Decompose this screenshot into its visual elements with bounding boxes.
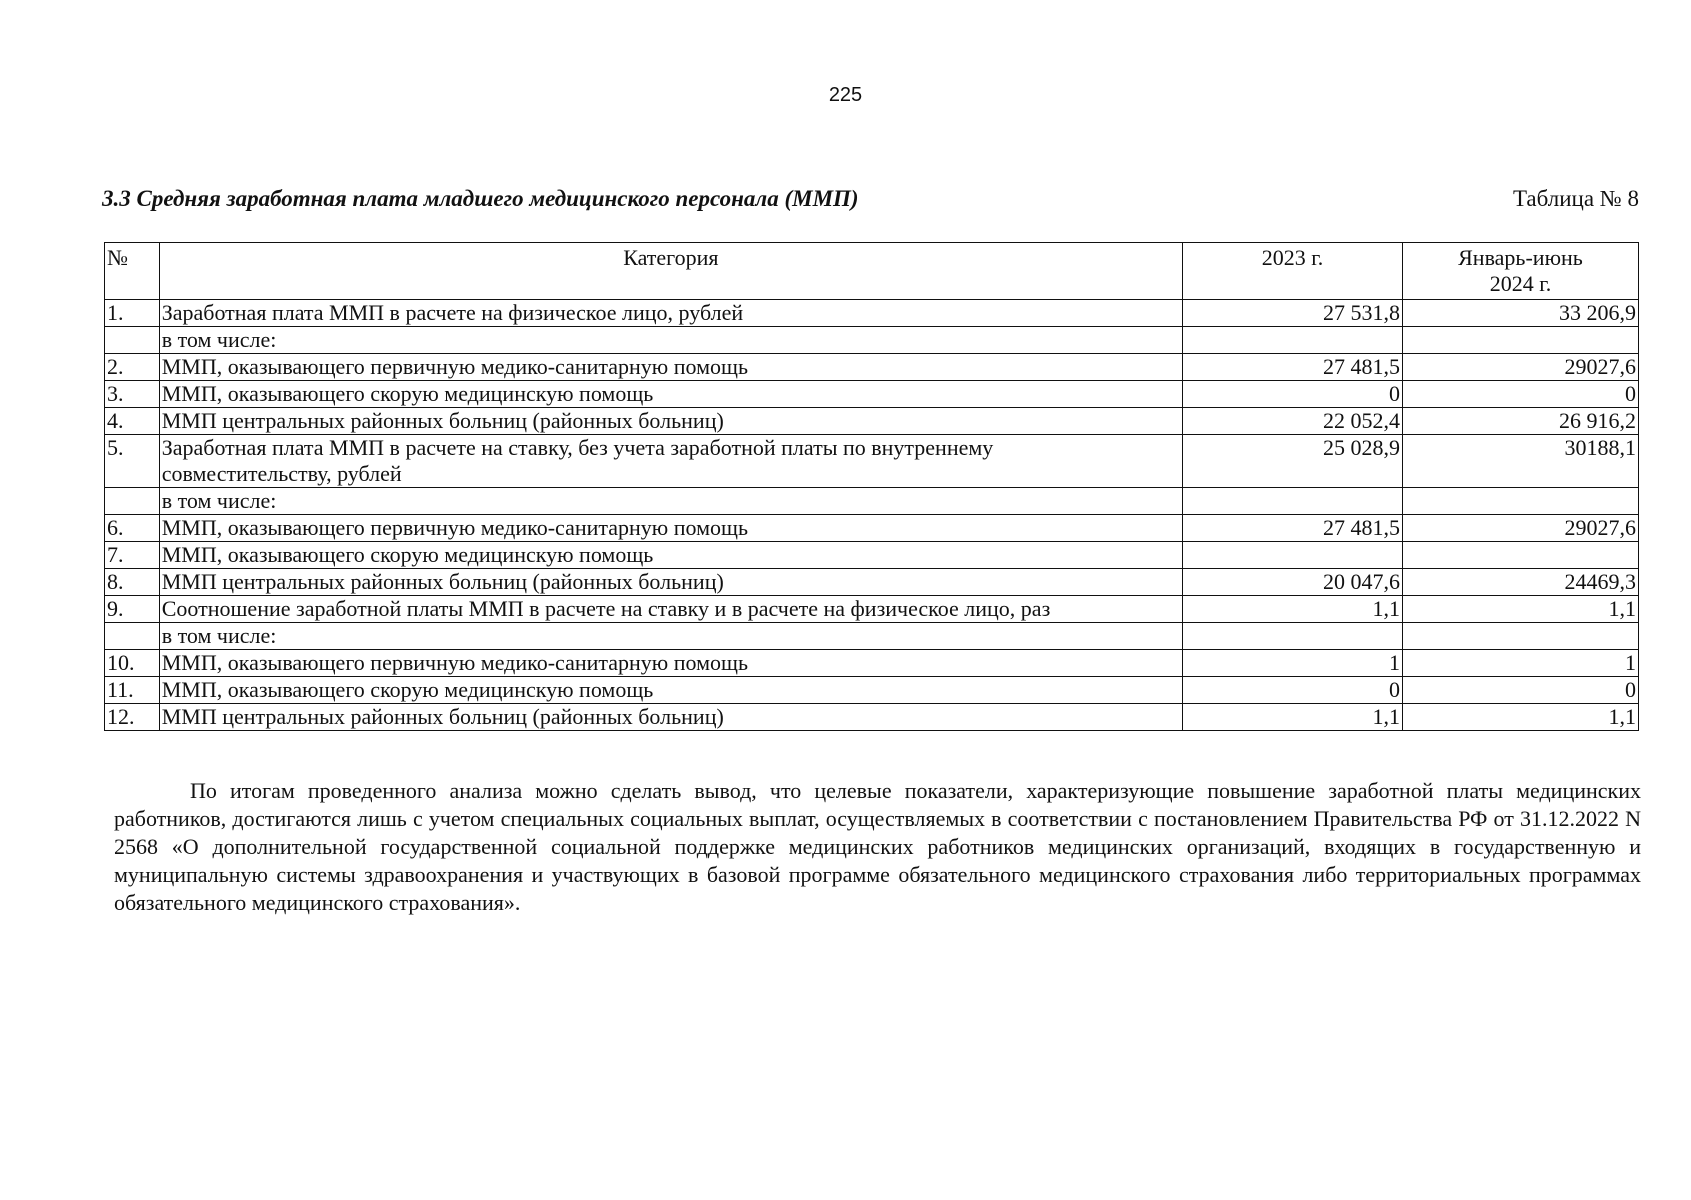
header-2024-line2: 2024 г. [1489,271,1552,296]
row-value-2024: 0 [1402,381,1638,408]
row-value-2023: 25 028,9 [1183,435,1403,488]
row-num: 2. [105,354,160,381]
row-category: ММП центральных районных больниц (районных больниц) [159,569,1182,596]
table-row [105,623,1639,650]
row-num: 5. [105,435,160,488]
row-value-2023 [1183,488,1403,515]
table-row [105,677,1639,704]
row-category: Соотношение заработной платы ММП в расчете на ставку и в расчете на физическое лицо, раз [159,596,1182,623]
row-num: 4. [105,408,160,435]
row-category: в том числе: [159,488,1182,515]
row-category: в том числе: [159,327,1182,354]
row-category-line1: Заработная плата ММП в расчете на ставку, без учета заработной платы по внутреннему [161,435,994,460]
row-value-2023: 27 531,8 [1183,300,1403,327]
row-num: 10. [105,650,160,677]
row-num: 8. [105,569,160,596]
row-num [105,488,160,515]
row-value-2023: 0 [1183,381,1403,408]
row-value-2024 [1402,327,1638,354]
row-value-2024: 24469,3 [1402,569,1638,596]
row-value-2024: 1,1 [1402,704,1638,731]
row-value-2024: 1,1 [1402,596,1638,623]
section-title: 3.3 Средняя заработная плата младшего медицинского персонала (ММП) [102,186,859,211]
row-value-2024 [1402,623,1638,650]
row-value-2023 [1183,327,1403,354]
row-num: 11. [105,677,160,704]
header-2024-line1: Январь-июнь [1458,245,1583,270]
table-row [105,569,1639,596]
header-num: № [105,243,160,300]
row-category: ММП, оказывающего скорую медицинскую помощь [159,677,1182,704]
row-value-2023: 0 [1183,677,1403,704]
table-row [105,596,1639,623]
row-category: ММП, оказывающего скорую медицинскую помощь [159,542,1182,569]
row-category: ММП, оказывающего первичную медико-санитарную помощь [159,650,1182,677]
page-number: 225 [828,84,863,106]
row-num: 9. [105,596,160,623]
row-value-2023: 20 047,6 [1183,569,1403,596]
header-2023: 2023 г. [1183,243,1403,300]
row-value-2023 [1183,542,1403,569]
row-category-line2: совместительству, рублей [161,461,402,486]
row-num [105,327,160,354]
row-num: 3. [105,381,160,408]
row-category: ММП центральных районных больниц (районных больниц) [159,408,1182,435]
row-num: 6. [105,515,160,542]
table-row [105,542,1639,569]
conclusion-paragraph: По итогам проведенного анализа можно сделать вывод, что целевые показатели, характеризующие повышение заработной платы медицинских работников, достигаются лишь с учетом специальных социальных выплат, осуществляемых в соответствии с постановлением Правительства РФ от 31.12.2022 N 2568 «О дополнительной государственной социальной поддержке медицинских работников медицинских организаций, входящих в государственную и муниципальную системы здравоохранения и участвующих в базовой программе обязательного медицинского страхования либо территориальных программах обязательного медицинского страхования». [114,778,1641,915]
row-value-2024: 33 206,9 [1402,300,1638,327]
row-value-2023: 1 [1183,650,1403,677]
table-row [105,327,1639,354]
row-value-2024: 29027,6 [1402,354,1638,381]
row-value-2023 [1183,623,1403,650]
table-row [105,650,1639,677]
row-category [159,435,1182,488]
table-row [105,354,1639,381]
row-num: 1. [105,300,160,327]
row-category: ММП центральных районных больниц (районных больниц) [159,704,1182,731]
row-category: ММП, оказывающего скорую медицинскую помощь [159,381,1182,408]
row-category: в том числе: [159,623,1182,650]
row-value-2024: 0 [1402,677,1638,704]
row-category: Заработная плата ММП в расчете на физическое лицо, рублей [159,300,1182,327]
table-header-row [105,243,1639,300]
row-value-2023: 1,1 [1183,704,1403,731]
table-row [105,704,1639,731]
table-label: Таблица № 8 [1512,186,1639,211]
table-row [105,435,1639,488]
row-value-2024: 30188,1 [1402,435,1638,488]
row-num [105,623,160,650]
table-row [105,488,1639,515]
row-value-2024: 29027,6 [1402,515,1638,542]
header-2024 [1402,243,1638,300]
heading-row [102,186,1639,216]
row-num: 7. [105,542,160,569]
row-value-2024 [1402,488,1638,515]
row-value-2024: 26 916,2 [1402,408,1638,435]
row-category: ММП, оказывающего первичную медико-санитарную помощь [159,515,1182,542]
row-value-2024 [1402,542,1638,569]
row-num: 12. [105,704,160,731]
row-value-2023: 22 052,4 [1183,408,1403,435]
row-category: ММП, оказывающего первичную медико-санитарную помощь [159,354,1182,381]
row-value-2023: 1,1 [1183,596,1403,623]
header-category: Категория [159,243,1182,300]
row-value-2023: 27 481,5 [1183,354,1403,381]
table-row [105,515,1639,542]
row-value-2023: 27 481,5 [1183,515,1403,542]
table-row [105,408,1639,435]
row-value-2024: 1 [1402,650,1638,677]
table-row [105,300,1639,327]
table-row [105,381,1639,408]
salary-table [104,242,1639,731]
